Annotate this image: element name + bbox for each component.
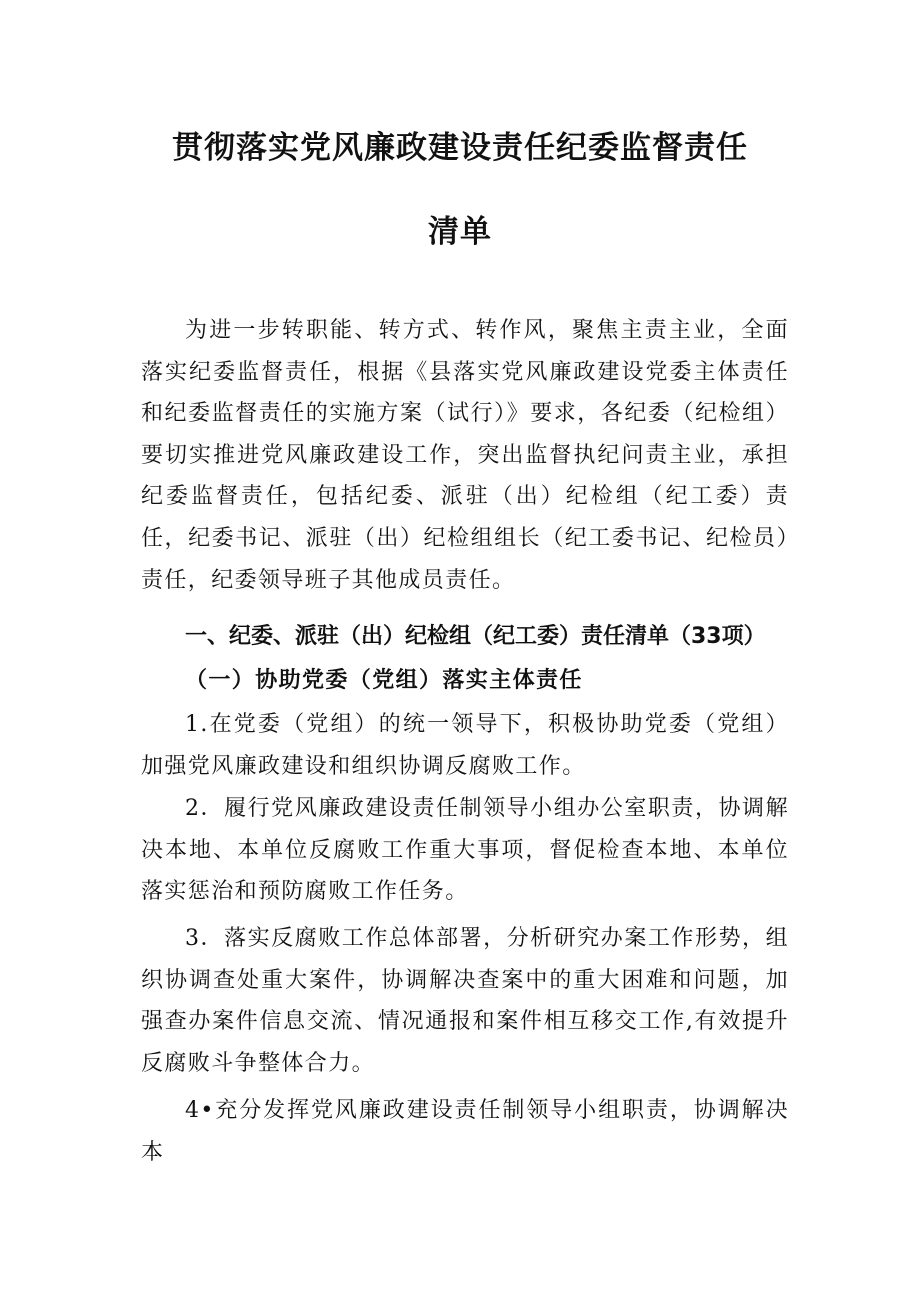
list-item-4: 4•充分发挥党风廉政建设责任制领导小组职责，协调解决本 (141, 1098, 789, 1165)
list-item-3: 3．落实反腐败工作总体部署，分析研究办案工作形势，组织协调查处重大案件，协调解决查案中的重大困难和问题，加强查办案件信息交流、情况通报和案件相互移交工作,有效提升反腐败斗争整体合力。 (141, 926, 789, 1076)
list-item-2: 2．履行党风廉政建设责任制领导小组办公室职责，协调解决本地、本单位反腐败工作重大事项，督促检查本地、本单位落实惩治和预防腐败工作任务。 (141, 796, 789, 905)
intro-paragraph: 为进一步转职能、转方式、转作风，聚焦主责主业，全面落实纪委监督责任，根据《县落实党风廉政建设党委主体责任和纪委监督责任的实施方案（试行）》要求，各纪委（纪检组）要切实推进党风廉政建设工作，突出监督执纪问责主业，承担纪委监督责任，包括纪委、派驻（出）纪检组（纪工委）责任，纪委书记、派驻（出）纪检组组长（纪工委书记、纪检员）责任，纪委领导班子其他成员责任。 (141, 318, 789, 593)
subsection-heading: （一）协助党委（党组）落实主体责任 (185, 667, 583, 693)
document-title-line-2: 清单 (428, 214, 492, 250)
document-title-line-1: 贯彻落实党风廉政建设责任纪委监督责任 (172, 130, 748, 166)
section-heading: 一、纪委、派驻（出）纪检组（纪工委）责任清单（33项） (185, 624, 766, 649)
list-item-1: 1.在党委（党组）的统一领导下，积极协助党委（党组）加强党风廉政建设和组织协调反腐败工作。 (141, 712, 789, 779)
